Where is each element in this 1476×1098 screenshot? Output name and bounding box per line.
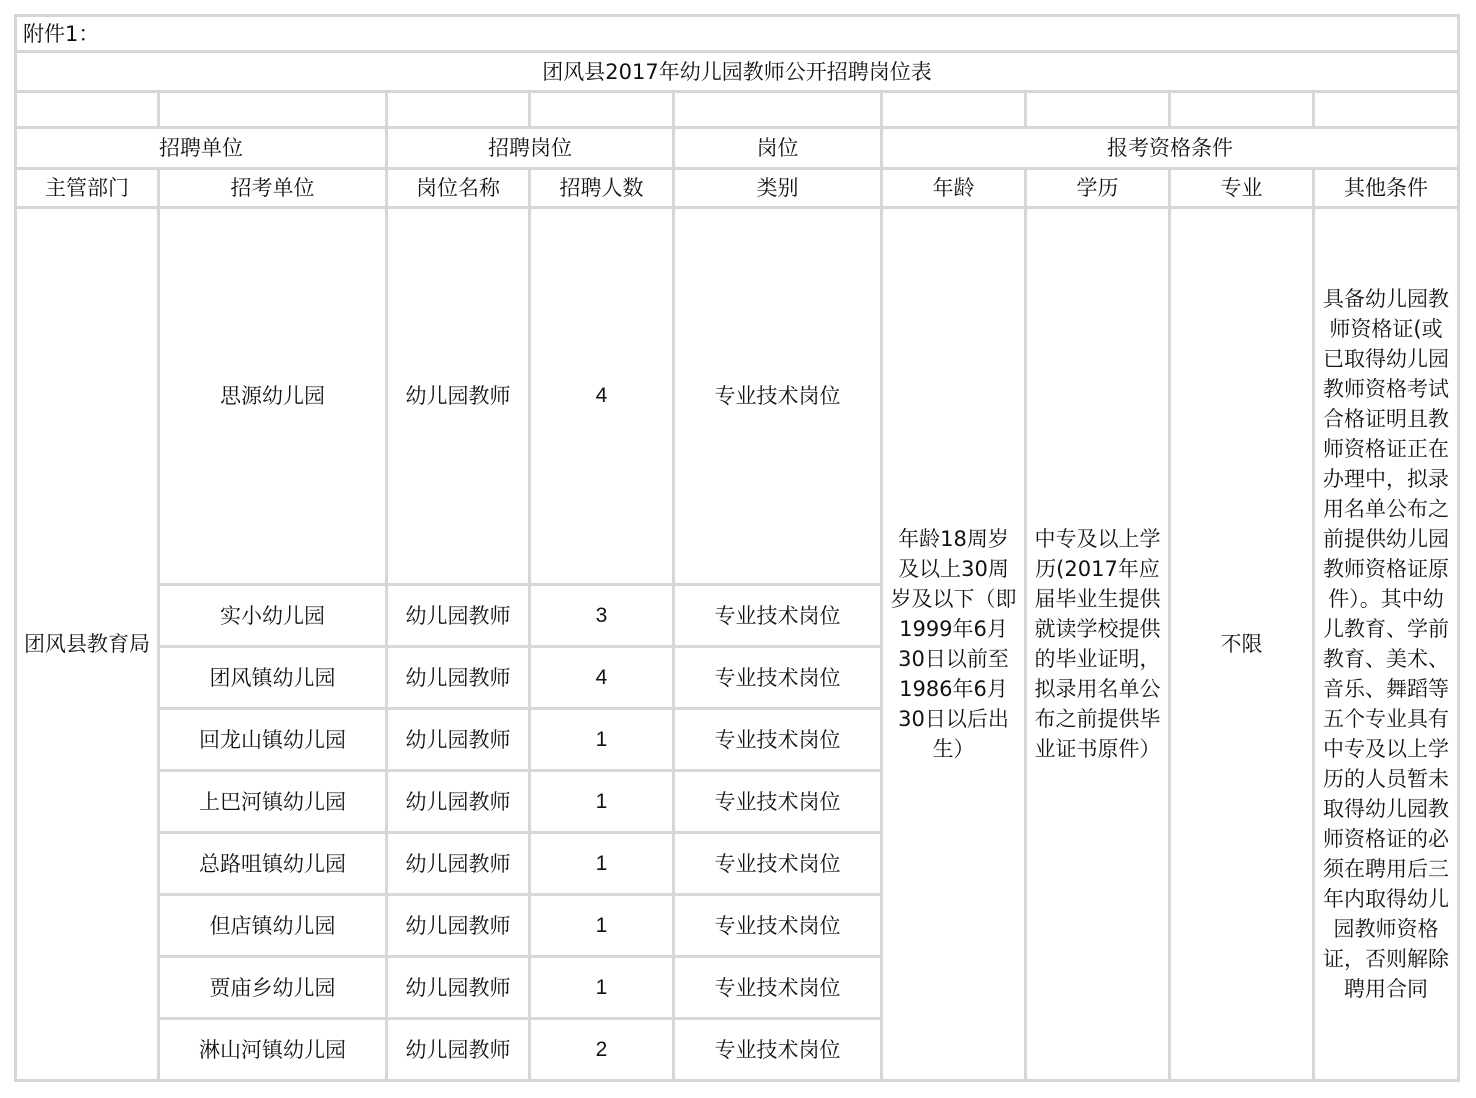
position-cell: 幼儿园教师: [388, 209, 528, 583]
category-cell: 专业技术岗位: [675, 648, 880, 707]
school-cell: 团风镇幼儿园: [160, 648, 385, 707]
count-cell: 1: [531, 958, 672, 1017]
col-header-dept: 主管部门: [17, 170, 157, 206]
count-cell: 1: [531, 772, 672, 831]
school-cell: 淋山河镇幼儿园: [160, 1020, 385, 1079]
category-cell: 专业技术岗位: [675, 710, 880, 769]
position-cell: 幼儿园教师: [388, 896, 528, 955]
count-cell: 1: [531, 834, 672, 893]
count-cell: 2: [531, 1020, 672, 1079]
school-cell: 贾庙乡幼儿园: [160, 958, 385, 1017]
recruitment-table: [14, 14, 1460, 1082]
col-header-age: 年龄: [883, 170, 1024, 206]
position-cell: 幼儿园教师: [388, 648, 528, 707]
empty-cell: [675, 93, 880, 126]
count-cell: 4: [531, 209, 672, 583]
category-cell: 专业技术岗位: [675, 896, 880, 955]
empty-cell: [160, 93, 385, 126]
empty-cell: [1171, 93, 1312, 126]
position-cell: 幼儿园教师: [388, 834, 528, 893]
category-cell: 专业技术岗位: [675, 586, 880, 645]
col-header-count: 招聘人数: [531, 170, 672, 206]
header-category-group: 岗位: [675, 129, 880, 167]
empty-cell: [531, 93, 672, 126]
col-header-other: 其他条件: [1315, 170, 1457, 206]
count-cell: 1: [531, 896, 672, 955]
school-cell: 思源幼儿园: [160, 209, 385, 583]
empty-cell: [1315, 93, 1457, 126]
category-cell: 专业技术岗位: [675, 209, 880, 583]
empty-cell: [1027, 93, 1168, 126]
count-cell: 3: [531, 586, 672, 645]
count-cell: 1: [531, 710, 672, 769]
header-unit: 招聘单位: [17, 129, 385, 167]
col-header-education: 学历: [1027, 170, 1168, 206]
school-cell: 但店镇幼儿园: [160, 896, 385, 955]
position-cell: 幼儿园教师: [388, 772, 528, 831]
school-cell: 总路咀镇幼儿园: [160, 834, 385, 893]
col-header-major: 专业: [1171, 170, 1312, 206]
empty-cell: [388, 93, 528, 126]
empty-cell: [883, 93, 1024, 126]
dept-cell: 团风县教育局: [17, 209, 157, 1079]
position-cell: 幼儿园教师: [388, 958, 528, 1017]
count-cell: 4: [531, 648, 672, 707]
category-cell: 专业技术岗位: [675, 834, 880, 893]
col-header-category: 类别: [675, 170, 880, 206]
header-position: 招聘岗位: [388, 129, 672, 167]
category-cell: 专业技术岗位: [675, 772, 880, 831]
category-cell: 专业技术岗位: [675, 1020, 880, 1079]
category-cell: 专业技术岗位: [675, 958, 880, 1017]
other-requirement-cell: 具备幼儿园教师资格证(或已取得幼儿园教师资格考试合格证明且教师资格证正在办理中，拟录用名单公布之前提供幼儿园教师资格证原件）。其中幼儿教育、学前教育、美术、音乐、舞蹈等五个专业具有中专及以上学历的人员暂未取得幼儿园教师资格证的必须在聘用后三年内取得幼儿园教师资格证，否则解除聘用合同: [1315, 209, 1457, 1079]
position-cell: 幼儿园教师: [388, 1020, 528, 1079]
table-title: 团风县2017年幼儿园教师公开招聘岗位表: [17, 53, 1457, 90]
major-requirement-cell: 不限: [1171, 209, 1312, 1079]
age-requirement-cell: 年龄18周岁及以上30周岁及以下（即1999年6月30日以前至1986年6月30日以后出生）: [883, 209, 1024, 1079]
school-cell: 实小幼儿园: [160, 586, 385, 645]
school-cell: 回龙山镇幼儿园: [160, 710, 385, 769]
col-header-school: 招考单位: [160, 170, 385, 206]
col-header-position-name: 岗位名称: [388, 170, 528, 206]
header-qualification: 报考资格条件: [883, 129, 1457, 167]
attachment-label: 附件1：: [17, 17, 1457, 50]
empty-cell: [17, 93, 157, 126]
position-cell: 幼儿园教师: [388, 710, 528, 769]
position-cell: 幼儿园教师: [388, 586, 528, 645]
education-requirement-cell: 中专及以上学历(2017年应届毕业生提供就读学校提供的毕业证明，拟录用名单公布之前提供毕业证书原件）: [1027, 209, 1168, 1079]
school-cell: 上巴河镇幼儿园: [160, 772, 385, 831]
